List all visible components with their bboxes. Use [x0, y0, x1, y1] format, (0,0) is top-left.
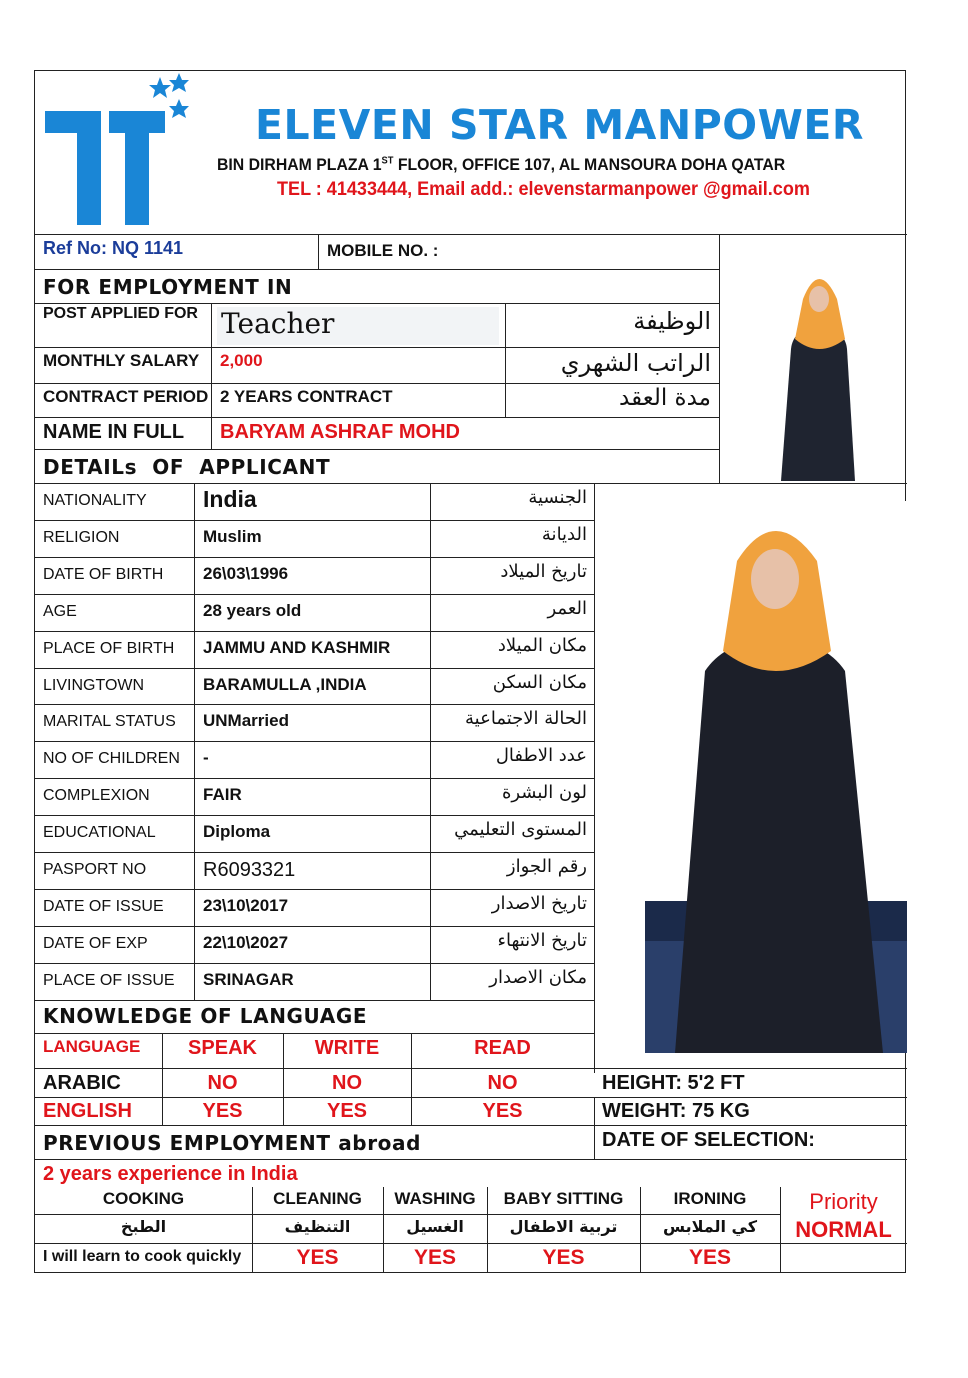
divider — [35, 1097, 907, 1098]
divider — [35, 449, 719, 450]
monthly-salary-value: 2,000 — [220, 351, 263, 370]
detail-row-divider — [35, 852, 594, 853]
detail-label-marital-status: MARITAL STATUS — [43, 713, 176, 731]
contract-period-value: 2 YEARS CONTRACT — [220, 387, 393, 406]
detail-arabic: الديانة — [541, 523, 587, 545]
detail-arabic: رقم الجواز — [506, 856, 587, 877]
detail-label-complexion: COMPLEXION — [43, 787, 150, 805]
divider — [35, 347, 719, 348]
detail-arabic: الجنسية — [528, 487, 587, 508]
cooking-value: I will learn to cook quickly — [43, 1248, 242, 1265]
arabic-language-label: ARABIC — [43, 1072, 121, 1094]
detail-row-divider — [35, 668, 594, 669]
priority-label: Priority — [809, 1189, 878, 1214]
divider — [35, 1125, 907, 1126]
detail-row-divider — [35, 741, 594, 742]
contract-period-label: CONTRACT PERIOD — [43, 387, 209, 406]
weight-value: WEIGHT: 75 KG — [602, 1100, 750, 1122]
detail-value: 26\03\1996 — [203, 563, 289, 583]
detail-label-place-of-birth: PLACE OF BIRTH — [43, 639, 175, 657]
previous-employment-heading: PREVIOUS EMPLOYMENT abroad — [43, 1131, 422, 1155]
ironing-arabic: كي الملابس — [662, 1217, 758, 1236]
detail-arabic: العمر — [547, 597, 587, 619]
detail-label-no-of-children: NO OF CHILDREN — [43, 750, 180, 768]
applicant-photo-small — [773, 259, 865, 481]
divider — [35, 1068, 907, 1069]
divider — [594, 1097, 595, 1159]
detail-arabic: المستوى التعليمي — [454, 819, 587, 841]
divider — [35, 1159, 907, 1160]
detail-row-divider — [35, 963, 594, 964]
arabic-speak-value: NO — [207, 1072, 238, 1094]
priority-value: NORMAL — [795, 1217, 892, 1242]
detail-value: Muslim — [203, 526, 262, 546]
detail-value: BARAMULLA ,INDIA — [203, 674, 367, 694]
arabic-write-value: NO — [332, 1072, 362, 1094]
divider — [35, 417, 719, 418]
detail-arabic: تاريخ الميلاد — [500, 560, 587, 582]
detail-value: SRINAGAR — [203, 969, 294, 989]
detail-value: India — [203, 486, 257, 512]
divider — [318, 234, 319, 269]
employment-heading: FOR EMPLOYMENT IN — [43, 275, 293, 299]
arabic-read-value: NO — [487, 1072, 518, 1094]
divider — [35, 483, 907, 484]
detail-label-date-of-birth: DATE OF BIRTH — [43, 565, 164, 583]
baby-sitting-header: BABY SITTING — [503, 1189, 624, 1208]
detail-value: 28 years old — [203, 600, 302, 620]
detail-label-date-of-issue: DATE OF ISSUE — [43, 897, 164, 915]
details-heading: DETAILs OF APPLICANT — [43, 455, 331, 479]
detail-arabic: لون البشرة — [501, 782, 587, 804]
company-contact: TEL : 41433444, Email add.: elevenstarmanpower @gmail.com — [277, 179, 810, 200]
detail-label-place-of-issue: PLACE OF ISSUE — [43, 971, 175, 989]
detail-row-divider — [35, 778, 594, 779]
ref-number: Ref No: NQ 1141 — [43, 238, 184, 258]
applicant-photo-large — [645, 501, 907, 1053]
header-divider — [35, 234, 907, 235]
detail-arabic: مكان السكن — [492, 671, 587, 693]
divider — [594, 483, 595, 1073]
detail-label-religion: RELIGION — [43, 528, 120, 546]
washing-header: WASHING — [394, 1189, 476, 1208]
detail-row-divider — [35, 815, 594, 816]
english-write-value: YES — [326, 1100, 368, 1122]
detail-arabic: مكان الميلاد — [497, 634, 587, 656]
divider — [719, 234, 720, 483]
detail-row-divider — [35, 594, 594, 595]
divider — [35, 269, 719, 270]
detail-arabic: الحالة الاجتماعية — [465, 708, 587, 730]
baby-sitting-arabic: تربية الاطفال — [509, 1217, 618, 1236]
divider — [505, 303, 506, 417]
detail-label-nationality: NATIONALITY — [43, 492, 147, 509]
english-speak-value: YES — [202, 1100, 243, 1122]
detail-row-divider — [35, 557, 594, 558]
date-of-selection-label: DATE OF SELECTION: — [602, 1129, 815, 1151]
detail-row-divider — [35, 520, 594, 521]
monthly-salary-label: MONTHLY SALARY — [43, 351, 200, 370]
company-name: ELEVEN STAR MANPOWER — [255, 101, 864, 149]
detail-arabic: عدد الاطفال — [495, 745, 587, 767]
detail-value: 23\10\2017 — [203, 895, 289, 915]
ironing-header: IRONING — [673, 1189, 747, 1208]
monthly-salary-arabic: الراتب الشهري — [560, 349, 711, 377]
detail-value: Diploma — [203, 822, 271, 842]
detail-label-pasport-no: PASPORT NO — [43, 861, 147, 878]
applicant-photo-small-image — [773, 259, 865, 481]
english-read-value: YES — [482, 1100, 523, 1122]
language-column-header: LANGUAGE — [43, 1037, 141, 1056]
detail-arabic: مكان الاصدار — [489, 966, 587, 988]
divider — [35, 383, 719, 384]
ironing-value: YES — [688, 1246, 732, 1269]
baby-sitting-value: YES — [542, 1246, 585, 1269]
post-applied-value: Teacher — [217, 307, 499, 345]
eleven-star-logo — [43, 73, 193, 229]
company-address: BIN DIRHAM PLAZA 1ST FLOOR, OFFICE 107, AL MANSOURA DOHA QATAR — [217, 155, 786, 174]
language-heading: KNOWLEDGE OF LANGUAGE — [43, 1004, 368, 1028]
detail-value: 22\10\2027 — [203, 932, 289, 952]
washing-value: YES — [413, 1246, 457, 1269]
cleaning-value: YES — [296, 1246, 339, 1269]
washing-arabic: الغسيل — [406, 1217, 464, 1236]
divider — [35, 1000, 594, 1001]
detail-row-divider — [35, 889, 594, 890]
divider — [211, 417, 212, 449]
detail-value: R6093321 — [203, 859, 296, 881]
cooking-arabic: الطبخ — [120, 1217, 167, 1236]
divider — [35, 303, 719, 304]
divider — [35, 1243, 907, 1244]
detail-row-divider — [35, 926, 594, 927]
detail-label-educational: EDUCATIONAL — [43, 824, 156, 842]
write-column-header: WRITE — [314, 1037, 380, 1059]
detail-value: JAMMU AND KASHMIR — [203, 637, 391, 657]
full-name-label: NAME IN FULL — [43, 421, 185, 443]
speak-column-header: SPEAK — [188, 1037, 257, 1059]
contract-period-arabic: مدة العقد — [619, 385, 711, 411]
divider — [211, 303, 212, 417]
cv-sheet — [34, 70, 906, 1273]
detail-row-divider — [35, 631, 594, 632]
mobile-label: MOBILE NO. : — [327, 241, 439, 260]
detail-label-age: AGE — [43, 602, 77, 620]
detail-label-date-of-exp: DATE OF EXP — [43, 934, 148, 952]
detail-arabic: تاريخ الاصدار — [491, 892, 587, 914]
divider — [35, 1214, 780, 1215]
detail-value: FAIR — [203, 785, 242, 805]
divider — [35, 1033, 594, 1034]
post-applied-label: POST APPLIED FOR — [43, 305, 198, 322]
cooking-header: COOKING — [102, 1189, 185, 1208]
english-language-label: ENGLISH — [43, 1100, 132, 1122]
detail-value: - — [203, 748, 209, 768]
post-applied-arabic: الوظيفة — [633, 307, 711, 335]
applicant-photo-large-image — [645, 501, 907, 1053]
detail-value: UNMarried — [203, 711, 289, 731]
cleaning-arabic: التنظيف — [284, 1217, 351, 1236]
experience-text: 2 years experience in India — [43, 1163, 298, 1185]
height-value: HEIGHT: 5'2 FT — [602, 1072, 745, 1094]
full-name-value: BARYAM ASHRAF MOHD — [220, 421, 460, 443]
detail-arabic: تاريخ الانتهاء — [497, 929, 587, 951]
read-column-header: READ — [474, 1037, 531, 1059]
detail-row-divider — [35, 704, 594, 705]
cleaning-header: CLEANING — [273, 1189, 362, 1208]
detail-label-livingtown: LIVINGTOWN — [43, 676, 145, 694]
